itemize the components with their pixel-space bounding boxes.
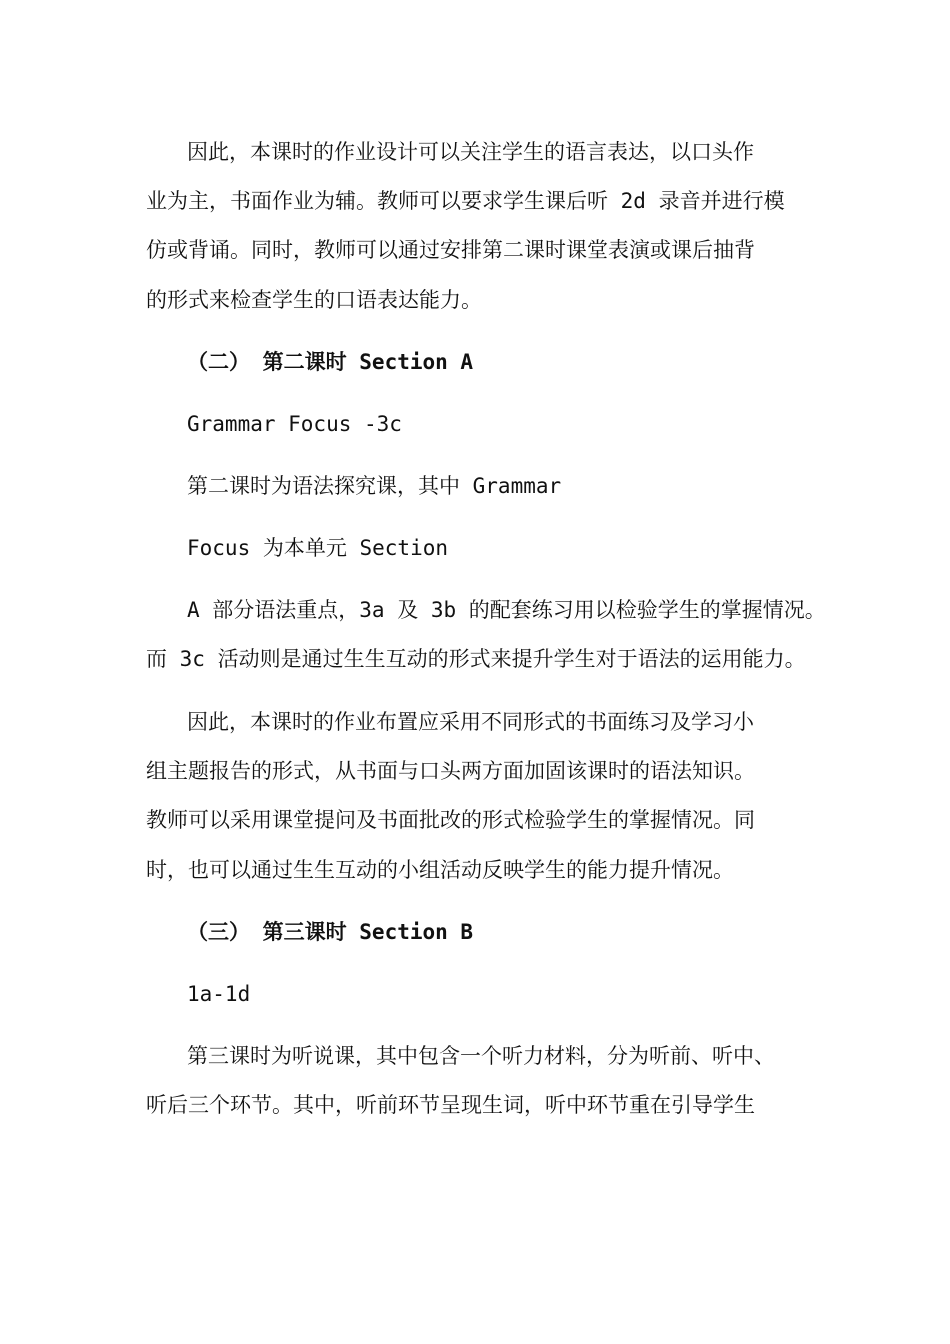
section-heading-3: （三） 第三课时 Section B	[187, 920, 474, 944]
paragraph-line: 听后三个环节。其中，听前环节呈现生词，听中环节重在引导学生	[146, 1093, 755, 1117]
paragraph-line: 因此，本课时的作业设计可以关注学生的语言表达，以口头作	[187, 140, 754, 164]
section-subtitle: Grammar Focus -3c	[187, 412, 402, 436]
paragraph-line: 的形式来检查学生的口语表达能力。	[146, 288, 482, 312]
paragraph-line: A 部分语法重点，3a 及 3b 的配套练习用以检验学生的掌握情况。	[187, 598, 826, 622]
paragraph-line: 时，也可以通过生生互动的小组活动反映学生的能力提升情况。	[146, 858, 734, 882]
paragraph-line: 第三课时为听说课，其中包含一个听力材料，分为听前、听中、	[187, 1044, 775, 1068]
paragraph-line: 组主题报告的形式，从书面与口头两方面加固该课时的语法知识。	[146, 759, 755, 783]
section-subtitle: 1a-1d	[187, 982, 251, 1006]
paragraph-line: 因此，本课时的作业布置应采用不同形式的书面练习及学习小	[187, 710, 754, 734]
paragraph-line: Focus 为本单元 Section	[187, 536, 449, 560]
paragraph-line: 仿或背诵。同时，教师可以通过安排第二课时课堂表演或课后抽背	[146, 238, 755, 262]
paragraph-line: 业为主，书面作业为辅。教师可以要求学生课后听 2d 录音并进行模	[146, 189, 785, 213]
paragraph-line: 而 3c 活动则是通过生生互动的形式来提升学生对于语法的运用能力。	[146, 647, 806, 671]
paragraph-line: 第二课时为语法探究课，其中 Grammar	[187, 474, 562, 498]
section-heading-2: （二） 第二课时 Section A	[187, 350, 474, 374]
paragraph-line: 教师可以采用课堂提问及书面批改的形式检验学生的掌握情况。同	[146, 808, 755, 832]
